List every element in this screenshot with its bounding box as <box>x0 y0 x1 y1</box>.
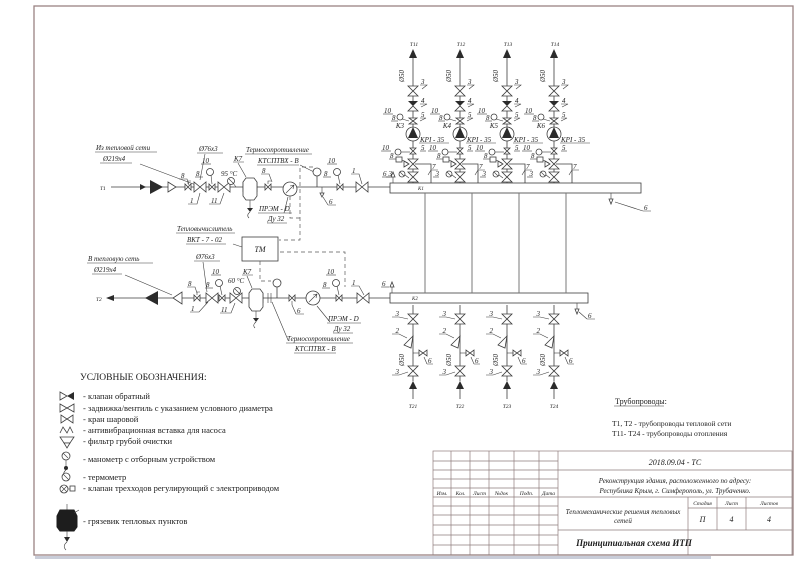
callout-1: 1 <box>352 279 356 287</box>
riser-group-t24 <box>533 305 574 399</box>
callout-6: 6 <box>588 312 592 320</box>
pump-tag: К5 <box>489 122 498 130</box>
manometer-icon <box>216 280 223 287</box>
stamp-sheets-value: 4 <box>767 515 771 524</box>
legend <box>57 373 280 550</box>
return-temp-label: 60 °С <box>228 277 245 285</box>
supply-header <box>390 183 641 193</box>
flowmeter-dn: Ду 32 <box>268 215 285 223</box>
callout-11: 11 <box>211 197 218 205</box>
legend-item-label: - фильтр грубой очистки <box>83 436 173 446</box>
pump-tag: К6 <box>536 122 545 130</box>
legend-item-label: - кран шаровой <box>83 414 139 424</box>
manometer-icon <box>333 280 340 287</box>
rtd-label-line1: Термосопротивление <box>287 335 350 343</box>
risers-bottom <box>392 305 574 410</box>
three-way-valve-icon <box>60 485 75 493</box>
mud-collector-icon <box>57 504 79 550</box>
pump-tag: К3 <box>395 122 404 130</box>
callout-8: 8 <box>324 170 328 178</box>
manometer-icon <box>207 169 214 176</box>
supply-train <box>95 144 390 223</box>
legend-item-label: - клапан трехходов регулирующий с электроприводом <box>83 483 280 493</box>
rtd-sensor-icon <box>273 279 281 287</box>
stamp-project-line2: Республика Крым, г. Симферополь, ул. Трубаченко. <box>599 487 751 495</box>
stamp-drawing-title: Принципиальная схема ИТП <box>576 538 692 548</box>
return-dest-dn: Ø219x4 <box>94 266 117 274</box>
callout-1: 1 <box>190 197 194 205</box>
callout-1: 1 <box>191 305 195 313</box>
pipe-tag-t1: Т1 <box>100 186 106 192</box>
legend-item-label: - термометр <box>83 472 127 482</box>
calculator-label-line1: Тепловычислитель <box>177 225 233 233</box>
pipes-note <box>612 397 731 438</box>
callout-6: 6 <box>382 280 386 288</box>
stamp-col-data: Дата <box>541 491 556 497</box>
stamp-project-line1: Реконструкция здания, расположенного по адресу: <box>598 477 752 485</box>
callout-8: 8 <box>188 280 192 288</box>
mud-collector-icon <box>243 178 257 200</box>
legend-title: УСЛОВНЫЕ ОБОЗНАЧЕНИЯ: <box>80 373 207 383</box>
pipes-note-line1: Т1, Т2 - трубопроводы тепловой сети <box>612 419 732 428</box>
stamp-col-list: Лист <box>473 491 486 497</box>
reducer-icon <box>145 291 158 305</box>
callout-6: 6 <box>297 307 301 315</box>
callout-11: 11 <box>221 306 228 314</box>
legend-item-label: - задвижка/вентиль с указанием условного диаметра <box>83 403 273 413</box>
return-train <box>87 253 390 353</box>
rtd-sensor-icon <box>313 168 321 176</box>
stamp-section-line1: Тепломеханические решения тепловых <box>565 508 681 516</box>
rtd-label-line2: КТСПТВХ - В <box>258 157 299 165</box>
manometer-icon <box>334 169 341 176</box>
flowmeter-dn: Ду 32 <box>334 325 351 333</box>
pipes-note-title: Трубопроводы: <box>615 397 667 406</box>
reducer-icon <box>150 180 163 194</box>
stamp-stage-value: П <box>699 515 706 524</box>
calculator-box-label: ТМ <box>254 245 266 254</box>
callout-6: 6 <box>644 204 648 212</box>
stamp-col-podp: Подп. <box>519 491 534 497</box>
headers <box>381 170 651 320</box>
stamp-col-izm: Изм. <box>436 491 448 497</box>
title-block <box>433 451 792 555</box>
riser-group-t21 <box>392 305 433 399</box>
callout-8: 8 <box>181 172 185 180</box>
gate-valve-icon <box>60 404 74 412</box>
mud-tag-k7: К7 <box>243 268 252 276</box>
callout-10: 10 <box>202 157 209 165</box>
riser-tag: Т23 <box>502 404 512 410</box>
callout-10: 10 <box>212 268 219 276</box>
callout-1: 1 <box>352 167 356 175</box>
flowmeter-name: ПРЭМ - D <box>259 205 290 213</box>
riser-group-t23 <box>486 305 527 399</box>
stamp-sheets-label: Листов <box>759 501 779 507</box>
legend-item-label: - манометр с отборным устройством <box>83 454 216 464</box>
callout-8: 8 <box>323 281 327 289</box>
legend-item-label: - антивибрационная вставка для насоса <box>83 425 226 435</box>
callout-8: 8 <box>196 170 200 178</box>
ball-valve-icon <box>61 415 73 423</box>
pipes-note-line2: Т11- Т24 - трубопроводы отопления <box>612 429 728 438</box>
callout-8: 8 <box>262 167 266 175</box>
flowmeter-name: ПРЭМ - D <box>328 315 359 323</box>
riser-group-t14 <box>522 49 590 293</box>
rtd-label-line2: КТСПТВХ - В <box>295 345 336 353</box>
check-valve-icon <box>60 392 74 400</box>
rtd-label-line1: Термосопротивление <box>246 146 309 154</box>
return-branch-dn: Ø76x3 <box>196 253 215 261</box>
legend-item-label: - клапан обратный <box>83 391 150 401</box>
anti-vibration-insert-icon <box>60 427 73 433</box>
stamp-section-line2: сетей <box>614 517 632 525</box>
callout-6: 6 <box>383 170 387 178</box>
riser-tag: Т24 <box>549 404 559 410</box>
mud-tag-k7: К7 <box>234 155 243 163</box>
stamp-sheet-label: Лист <box>725 501 738 507</box>
supply-branch-dn: Ø76x3 <box>199 145 218 153</box>
supply-header-tag: К1 <box>418 187 424 192</box>
mud-collector-icon <box>249 289 263 311</box>
riser-tag: Т13 <box>503 42 513 48</box>
stamp-col-ndok: №док <box>494 491 509 497</box>
stamp-stage-label: Стадия <box>693 501 712 507</box>
riser-tag: Т22 <box>455 404 465 410</box>
stamp-col-kol: Кол. <box>455 491 466 497</box>
callout-10: 10 <box>328 157 335 165</box>
stamp-doc-code: 2018.09.04 - ТС <box>648 458 702 467</box>
bottom-accent-strip <box>35 556 711 559</box>
return-header-tag: К2 <box>412 297 418 302</box>
risers-top <box>381 41 590 293</box>
riser-tag: Т12 <box>456 42 466 48</box>
supply-source-label: Из тепловой сети <box>96 144 151 152</box>
supply-temp-label: 95 °С <box>221 170 238 178</box>
flow-arrow-icon <box>173 292 182 304</box>
riser-tag: Т11 <box>409 42 419 48</box>
return-dest-label: В тепловую сеть <box>88 255 140 263</box>
callout-10: 10 <box>327 268 334 276</box>
riser-group-t22 <box>439 305 480 399</box>
riser-tag: Т14 <box>550 42 560 48</box>
supply-source-dn: Ø219x4 <box>103 155 126 163</box>
callout-8: 8 <box>206 281 210 289</box>
thermometer-icon <box>62 473 70 481</box>
heat-calculator <box>176 225 278 261</box>
pipe-tag-t2: Т2 <box>96 297 102 303</box>
pump-tag: К4 <box>442 122 451 130</box>
return-header <box>390 293 588 303</box>
flow-arrow-icon <box>168 182 176 192</box>
legend-item-label: - грязевик тепловых пунктов <box>83 516 188 526</box>
stamp-sheet-value: 4 <box>729 515 734 524</box>
callout-6: 6 <box>329 198 333 206</box>
calculator-label-line2: ВКТ - 7 - 02 <box>187 236 222 244</box>
strainer-icon <box>60 437 74 448</box>
riser-tag: Т21 <box>408 404 418 410</box>
